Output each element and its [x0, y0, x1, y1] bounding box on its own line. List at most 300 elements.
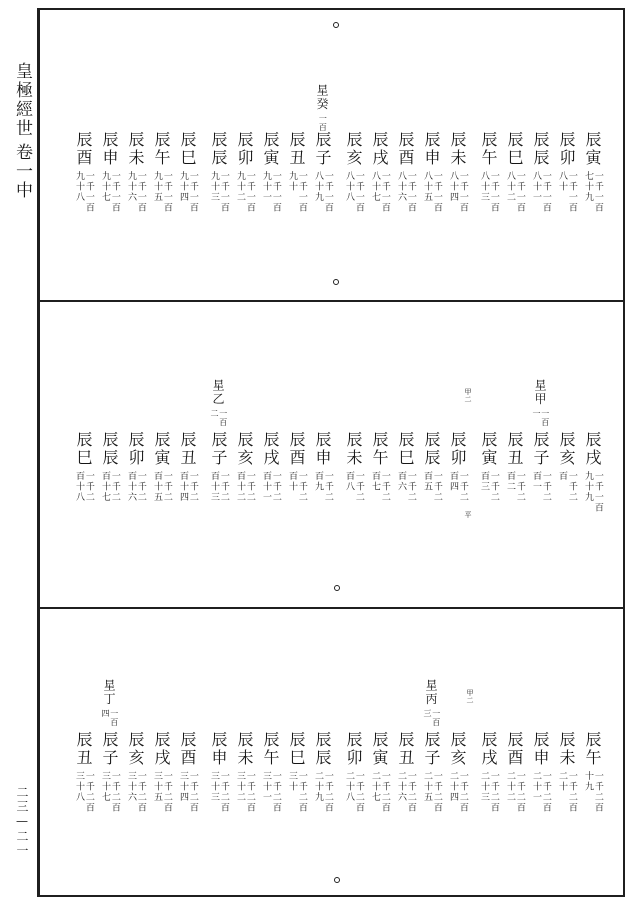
frame-border-top: [37, 8, 625, 10]
zodiac-label: 辰申: [100, 131, 119, 167]
number-remainder: 二十四: [448, 771, 458, 803]
zodiac-label: 辰寅: [583, 131, 602, 167]
number-thousands: 一千二百: [379, 771, 390, 813]
zodiac-label: 辰丑: [505, 431, 524, 467]
number-thousands: 一千二: [135, 471, 146, 503]
zodiac-column: [501, 131, 527, 213]
binding-circle: [334, 877, 340, 883]
star-name: 星丁: [102, 679, 116, 706]
number-thousands: 一千二百: [322, 771, 333, 813]
number-thousands: 一千二百: [353, 771, 364, 813]
zodiac-number: [421, 171, 441, 213]
zodiac-number: [151, 771, 171, 813]
zodiac-number: [151, 171, 171, 213]
number-thousands: 一千二百: [109, 771, 120, 813]
zodiac-number: [208, 171, 228, 213]
zodiac-label: 辰寅: [261, 131, 280, 167]
zodiac-column: [444, 731, 470, 813]
zodiac-column: [309, 131, 335, 213]
zodiac-column: [96, 131, 122, 213]
frame-border-bottom: [37, 895, 625, 897]
zodiac-column: [231, 431, 257, 503]
star-name: 星癸: [315, 84, 329, 111]
number-thousands: 一千一百: [322, 171, 333, 213]
number-remainder: 百六: [396, 471, 406, 492]
zodiac-label: 辰亥: [344, 131, 363, 167]
star-number-units: 二: [210, 409, 219, 418]
number-thousands: 一千二百: [540, 771, 551, 813]
number-remainder: 三十八: [74, 771, 84, 803]
number-remainder: 八十四: [448, 171, 458, 203]
zodiac-column: [418, 431, 444, 503]
section-divider-2: [40, 607, 623, 609]
zodiac-column: [148, 431, 174, 503]
zodiac-label: 辰寅: [152, 431, 171, 467]
number-remainder: 二十三: [479, 771, 489, 803]
zodiac-label: 辰辰: [422, 431, 441, 467]
zodiac-label: 辰申: [209, 731, 228, 767]
zodiac-column: [475, 131, 501, 213]
zodiac-column: [205, 731, 231, 813]
zodiac-label: 辰酉: [287, 431, 306, 467]
zodiac-label: 辰亥: [235, 431, 254, 467]
star-header: [96, 679, 122, 727]
zodiac-number: [582, 171, 602, 213]
zodiac-label: 辰午: [261, 731, 280, 767]
zodiac-column: [553, 131, 579, 213]
zodiac-column: [340, 731, 366, 813]
number-thousands: 一千二百: [244, 771, 255, 813]
number-remainder: 三十七: [100, 771, 110, 803]
zodiac-number: [177, 771, 197, 813]
star-number: [318, 114, 327, 132]
star-name: 星乙: [211, 379, 225, 406]
number-thousands: 一千一百: [540, 171, 551, 213]
zodiac-column: [418, 731, 444, 813]
zodiac-label: 辰子: [313, 131, 332, 167]
star-header: [309, 84, 335, 132]
zodiac-label: 辰卯: [557, 131, 576, 167]
zodiac-number: [556, 771, 576, 813]
number-thousands: 一千一百: [296, 171, 307, 213]
zodiac-label: 辰丑: [178, 431, 197, 467]
star-number: [209, 409, 227, 427]
star-number: [422, 709, 440, 727]
zodiac-column: [444, 431, 470, 503]
number-thousands: 一千二: [431, 471, 442, 503]
zodiac-label: 辰未: [344, 431, 363, 467]
zodiac-number: [369, 171, 389, 213]
zodiac-label: 辰申: [531, 731, 550, 767]
number-remainder: 百十五: [152, 471, 162, 503]
zodiac-label: 辰酉: [178, 731, 197, 767]
number-thousands: 一千一百: [135, 171, 146, 213]
number-thousands: 一千二: [109, 471, 120, 503]
zodiac-label: 辰卯: [344, 731, 363, 767]
number-remainder: 八十六: [396, 171, 406, 203]
number-thousands: 一千一百: [457, 171, 468, 213]
number-remainder: 百四: [448, 471, 458, 492]
star-number-hundreds: 一百: [318, 114, 328, 132]
zodiac-column: [392, 131, 418, 213]
number-thousands: 一千二百: [270, 771, 281, 813]
zodiac-label: 辰酉: [74, 131, 93, 167]
star-name: 星丙: [424, 679, 438, 706]
frame-border-left: [37, 8, 40, 897]
number-thousands: 一千二: [488, 471, 499, 503]
zodiac-label: 辰戌: [261, 431, 280, 467]
number-thousands: 一千一百: [161, 171, 172, 213]
zodiac-column: [527, 131, 553, 213]
zodiac-number: [177, 471, 197, 503]
zodiac-column: [70, 731, 96, 813]
zodiac-column: [340, 131, 366, 213]
number-thousands: 一千二百: [592, 771, 603, 813]
zodiac-column: [579, 431, 605, 513]
zodiac-column: [148, 131, 174, 213]
number-remainder: 九十九: [583, 471, 593, 503]
zodiac-number: [530, 171, 550, 213]
zodiac-number: [395, 771, 415, 813]
number-remainder: 九十二: [235, 171, 245, 203]
zodiac-number: [369, 771, 389, 813]
zodiac-column: [205, 131, 231, 213]
number-remainder: 九十: [287, 171, 297, 192]
binding-circle: [333, 22, 339, 28]
zodiac-column: [174, 431, 200, 503]
zodiac-label: 辰寅: [370, 731, 389, 767]
zodiac-label: 辰戌: [152, 731, 171, 767]
number-thousands: 一千二: [218, 471, 229, 503]
zodiac-number: [99, 771, 119, 813]
margin-note: 甲二: [466, 689, 474, 704]
zodiac-column: [174, 731, 200, 813]
zodiac-label: 辰戌: [583, 431, 602, 467]
number-remainder: 三十: [287, 771, 297, 792]
zodiac-number: [369, 471, 389, 503]
number-remainder: 百十四: [178, 471, 188, 503]
margin-note: 平: [464, 511, 472, 519]
zodiac-label: 辰申: [313, 431, 332, 467]
number-thousands: 一千二: [161, 471, 172, 503]
zodiac-column: [283, 131, 309, 213]
number-remainder: 八十五: [422, 171, 432, 203]
number-thousands: 一千二: [353, 471, 364, 503]
star-number-hundreds: 一百: [109, 709, 119, 727]
zodiac-column: [122, 431, 148, 503]
zodiac-number: [478, 471, 498, 503]
number-thousands: 一千一百: [514, 171, 525, 213]
star-number: [531, 409, 549, 427]
zodiac-number: [208, 471, 228, 503]
number-remainder: 百十六: [126, 471, 136, 503]
star-number-hundreds: 一百: [431, 709, 441, 727]
number-thousands: 一千二百: [187, 771, 198, 813]
zodiac-column: [418, 131, 444, 213]
zodiac-label: 辰午: [583, 731, 602, 767]
zodiac-label: 辰卯: [126, 431, 145, 467]
number-remainder: 二十九: [313, 771, 323, 803]
number-thousands: 一千一百: [379, 171, 390, 213]
number-thousands: 一千二百: [83, 771, 94, 813]
zodiac-number: [504, 171, 524, 213]
zodiac-column: [444, 131, 470, 213]
zodiac-column: [231, 731, 257, 813]
number-remainder: 百十: [287, 471, 297, 492]
zodiac-label: 辰亥: [126, 731, 145, 767]
number-remainder: 二十一: [531, 771, 541, 803]
star-number-hundreds: 一百: [540, 409, 550, 427]
number-thousands: 一千一百: [566, 171, 577, 213]
number-remainder: 八十七: [370, 171, 380, 203]
zodiac-number: [530, 471, 550, 503]
zodiac-column: [231, 131, 257, 213]
number-remainder: 百十一: [261, 471, 271, 503]
number-thousands: 一千二: [83, 471, 94, 503]
zodiac-number: [312, 471, 332, 503]
number-remainder: 二十八: [344, 771, 354, 803]
number-remainder: 九十一: [261, 171, 271, 203]
number-thousands: 一千一百: [187, 171, 198, 213]
zodiac-number: [447, 471, 467, 503]
zodiac-column: [392, 431, 418, 503]
number-remainder: 三十六: [126, 771, 136, 803]
frame-border-right: [623, 8, 625, 897]
number-remainder: 二十二: [505, 771, 515, 803]
number-remainder: 二十六: [396, 771, 406, 803]
zodiac-number: [260, 771, 280, 813]
zodiac-number: [234, 771, 254, 813]
zodiac-number: [421, 471, 441, 503]
number-remainder: 八十九: [313, 171, 323, 203]
number-thousands: 一千二: [379, 471, 390, 503]
zodiac-column: [309, 731, 335, 813]
number-remainder: 百五: [422, 471, 432, 492]
number-thousands: 一千二百: [405, 771, 416, 813]
number-remainder: 百十二: [235, 471, 245, 503]
zodiac-label: 辰未: [448, 131, 467, 167]
number-thousands: 一千二: [405, 471, 416, 503]
number-remainder: 三十三: [209, 771, 219, 803]
number-remainder: 九十六: [126, 171, 136, 203]
zodiac-label: 辰子: [100, 731, 119, 767]
zodiac-label: 辰巳: [505, 131, 524, 167]
zodiac-number: [125, 471, 145, 503]
zodiac-number: [343, 171, 363, 213]
zodiac-label: 辰巳: [74, 431, 93, 467]
zodiac-column: [475, 731, 501, 813]
margin-title-part: 卷一中: [12, 143, 32, 200]
number-thousands: 一千一百: [592, 171, 603, 213]
number-remainder: 七十九: [583, 171, 593, 203]
zodiac-column: [579, 731, 605, 813]
zodiac-label: 辰辰: [531, 131, 550, 167]
number-thousands: 一千二: [566, 471, 577, 503]
zodiac-column: [475, 431, 501, 503]
zodiac-label: 辰丑: [74, 731, 93, 767]
zodiac-label: 辰午: [479, 131, 498, 167]
number-thousands: 一千二: [244, 471, 255, 503]
zodiac-number: [395, 171, 415, 213]
zodiac-column: [340, 431, 366, 503]
margin-note: 甲二: [464, 388, 472, 403]
number-thousands: 一千二百: [566, 771, 577, 813]
zodiac-column: [96, 431, 122, 503]
star-name: 星甲: [533, 379, 547, 406]
number-remainder: 百十三: [209, 471, 219, 503]
zodiac-label: 辰酉: [505, 731, 524, 767]
zodiac-number: [151, 471, 171, 503]
zodiac-label: 辰午: [152, 131, 171, 167]
number-remainder: 十九: [583, 771, 593, 792]
star-number-units: 一: [532, 409, 541, 418]
zodiac-label: 辰未: [235, 731, 254, 767]
zodiac-number: [478, 171, 498, 213]
number-remainder: 九十三: [209, 171, 219, 203]
number-thousands: 一千二百: [514, 771, 525, 813]
zodiac-number: [478, 771, 498, 813]
zodiac-column: [392, 731, 418, 813]
star-header: [418, 679, 444, 727]
zodiac-column: [501, 431, 527, 503]
star-number-units: 三: [423, 709, 432, 718]
zodiac-label: 辰申: [422, 131, 441, 167]
zodiac-number: [286, 171, 306, 213]
number-remainder: 百七: [370, 471, 380, 492]
number-thousands: 一千二: [457, 471, 468, 503]
zodiac-number: [421, 771, 441, 813]
number-thousands: 一千二: [322, 471, 333, 503]
zodiac-number: [177, 171, 197, 213]
zodiac-column: [579, 131, 605, 213]
number-remainder: 九十四: [178, 171, 188, 203]
page-number: 二三—二一: [15, 786, 29, 858]
zodiac-number: [234, 171, 254, 213]
number-remainder: 八十: [557, 171, 567, 192]
zodiac-number: [99, 471, 119, 503]
number-thousands: 一千二: [270, 471, 281, 503]
number-remainder: 二十: [557, 771, 567, 792]
zodiac-column: [122, 731, 148, 813]
number-remainder: 三十四: [178, 771, 188, 803]
zodiac-column: [122, 131, 148, 213]
zodiac-number: [504, 471, 524, 503]
number-thousands: 一千二百: [161, 771, 172, 813]
zodiac-label: 辰子: [209, 431, 228, 467]
zodiac-number: [125, 771, 145, 813]
zodiac-number: [73, 471, 93, 503]
number-remainder: 百: [557, 471, 567, 482]
number-remainder: 三十二: [235, 771, 245, 803]
zodiac-label: 辰巳: [396, 431, 415, 467]
zodiac-column: [174, 131, 200, 213]
zodiac-number: [286, 471, 306, 503]
number-thousands: 一千一百: [270, 171, 281, 213]
zodiac-label: 辰巳: [178, 131, 197, 167]
number-remainder: 九十八: [74, 171, 84, 203]
zodiac-column: [553, 431, 579, 503]
zodiac-label: 辰子: [422, 731, 441, 767]
zodiac-column: [96, 731, 122, 813]
zodiac-number: [286, 771, 306, 813]
zodiac-label: 辰辰: [209, 131, 228, 167]
zodiac-number: [556, 171, 576, 213]
zodiac-label: 辰子: [531, 431, 550, 467]
zodiac-number: [343, 471, 363, 503]
number-thousands: 一千二百: [488, 771, 499, 813]
zodiac-column: [257, 731, 283, 813]
zodiac-number: [504, 771, 524, 813]
number-remainder: 百九: [313, 471, 323, 492]
zodiac-column: [205, 431, 231, 503]
number-remainder: 八十一: [531, 171, 541, 203]
number-thousands: 一千二百: [135, 771, 146, 813]
zodiac-number: [582, 471, 602, 513]
number-remainder: 九十五: [152, 171, 162, 203]
zodiac-column: [70, 431, 96, 503]
zodiac-column: [283, 431, 309, 503]
zodiac-column: [366, 431, 392, 503]
number-thousands: 一千一百: [405, 171, 416, 213]
zodiac-label: 辰亥: [557, 431, 576, 467]
number-thousands: 一千二百: [431, 771, 442, 813]
zodiac-column: [257, 431, 283, 503]
number-remainder: 百八: [344, 471, 354, 492]
zodiac-label: 辰未: [126, 131, 145, 167]
number-thousands: 一千一百: [353, 171, 364, 213]
number-remainder: 百二: [505, 471, 515, 492]
zodiac-label: 辰卯: [235, 131, 254, 167]
zodiac-number: [447, 771, 467, 813]
zodiac-label: 辰未: [557, 731, 576, 767]
binding-circle: [334, 585, 340, 591]
number-thousands: 一千一百: [244, 171, 255, 213]
zodiac-column: [70, 131, 96, 213]
number-thousands: 一千二: [296, 471, 307, 503]
number-thousands: 一千二百: [457, 771, 468, 813]
zodiac-column: [148, 731, 174, 813]
star-number-units: 四: [101, 709, 110, 718]
zodiac-column: [283, 731, 309, 813]
zodiac-label: 辰丑: [396, 731, 415, 767]
number-thousands: 一千一百: [109, 171, 120, 213]
star-number-hundreds: 一百: [218, 409, 228, 427]
zodiac-label: 辰辰: [313, 731, 332, 767]
zodiac-number: [343, 771, 363, 813]
zodiac-number: [530, 771, 550, 813]
zodiac-number: [99, 171, 119, 213]
zodiac-label: 辰辰: [100, 431, 119, 467]
star-number: [100, 709, 118, 727]
zodiac-number: [73, 171, 93, 213]
zodiac-number: [208, 771, 228, 813]
zodiac-number: [395, 471, 415, 503]
zodiac-number: [447, 171, 467, 213]
number-remainder: 百十七: [100, 471, 110, 503]
zodiac-label: 辰戌: [370, 131, 389, 167]
margin-title-main: 皇極經世: [12, 62, 32, 138]
zodiac-label: 辰巳: [287, 731, 306, 767]
number-remainder: 三十五: [152, 771, 162, 803]
number-thousands: 一千一百: [592, 471, 603, 513]
number-remainder: 百十八: [74, 471, 84, 503]
number-thousands: 一千二百: [296, 771, 307, 813]
number-remainder: 八十八: [344, 171, 354, 203]
zodiac-number: [312, 171, 332, 213]
zodiac-number: [260, 471, 280, 503]
zodiac-label: 辰丑: [287, 131, 306, 167]
zodiac-column: [553, 731, 579, 813]
